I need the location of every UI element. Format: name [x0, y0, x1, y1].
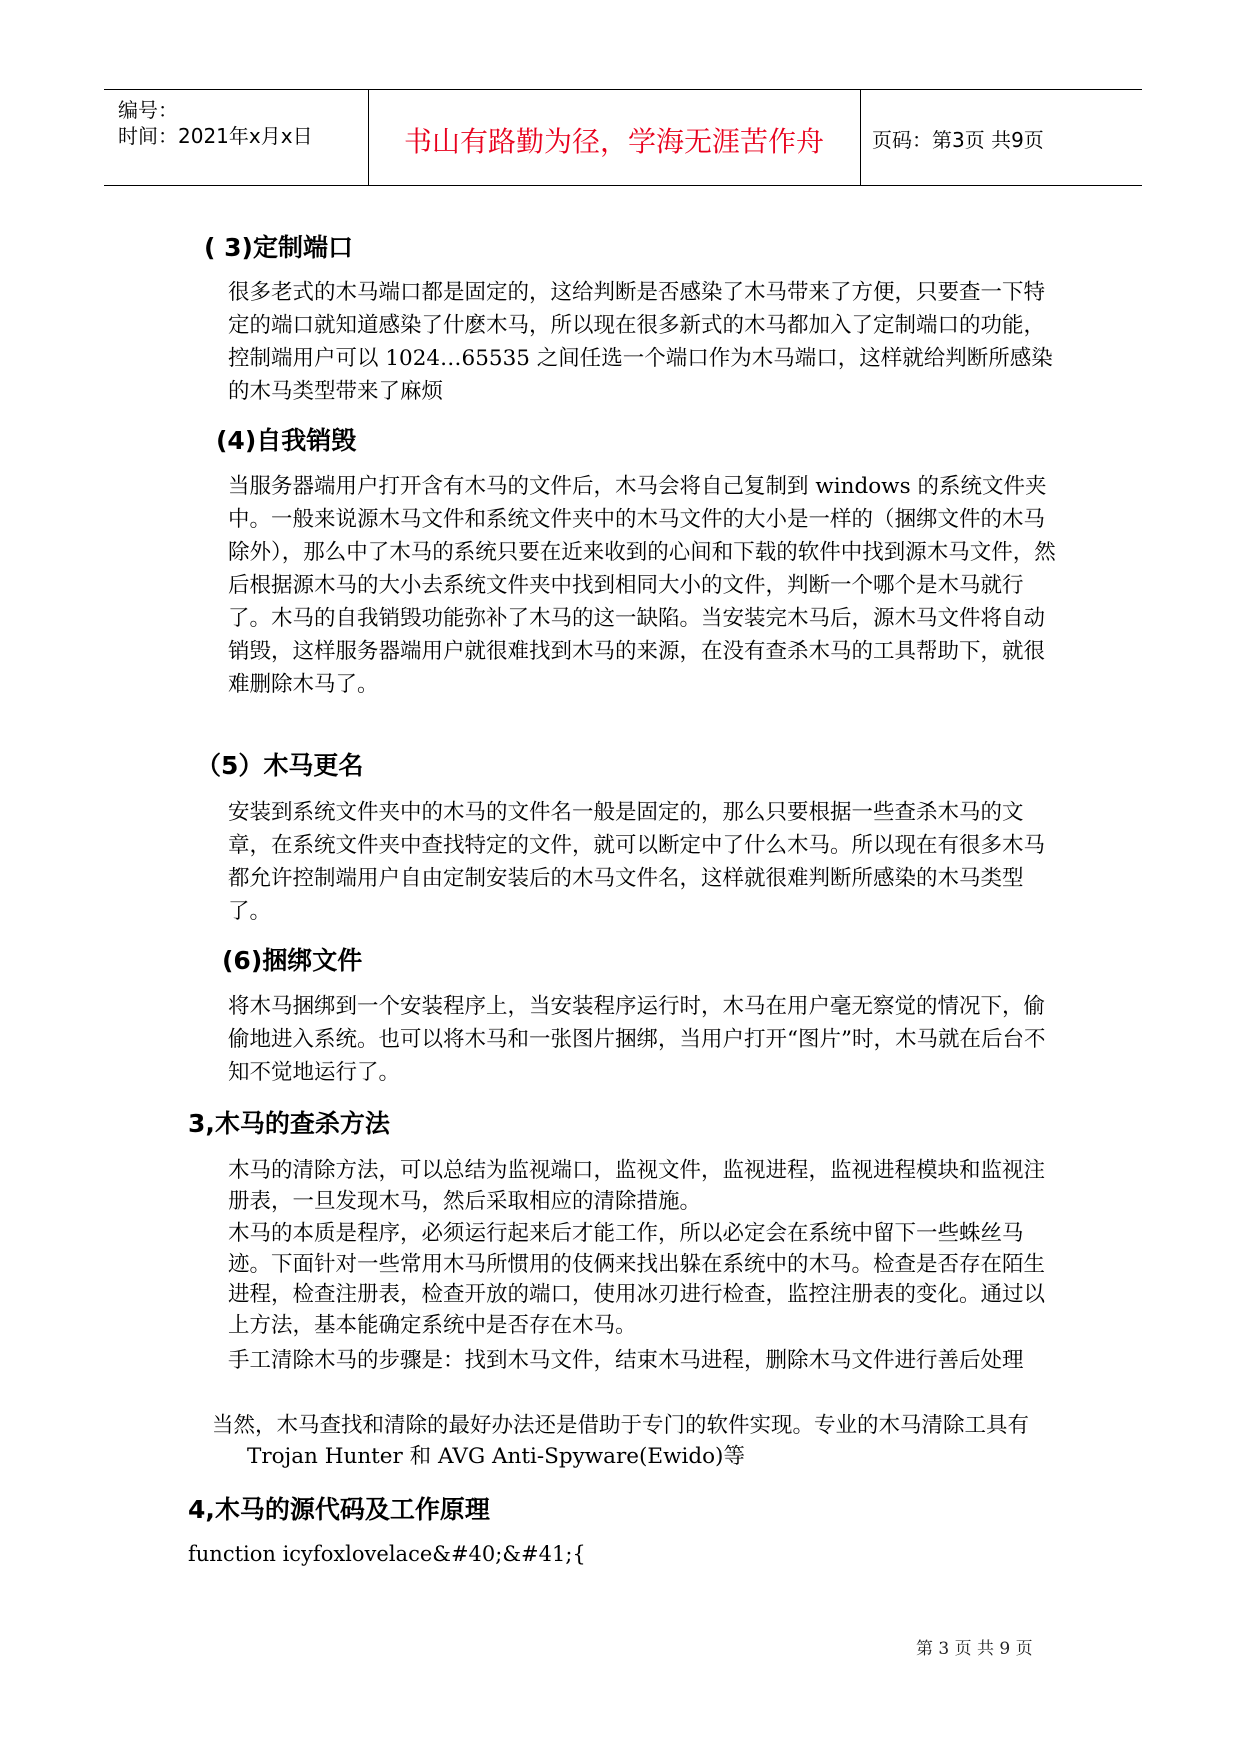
doc-number-label: 编号：	[118, 98, 178, 122]
paragraph-trojan-nature: 木马的本质是程序，必须运行起来后才能工作，所以必定会在系统中留下一些蛛丝马迹。下面针对一些常用木马所惯用的伎俩来找出躲在系统中的木马。检查是否存在陌生进程，检查注册表，检查开放的端口，使用冰刃进行检查，监控注册表的变化。通过以上方法，基本能确定系统中是否存在木马。	[228, 1221, 1046, 1338]
paragraph-self-destruct: 当服务器端用户打开含有木马的文件后，木马会将自己复制到 windows 的系统文件夹中。一般来说源木马文件和系统文件夹中的木马文件的大小是一样的（捆绑文件的木马除外），那么中了木马的系统只要在近来收到的心间和下载的软件中找到源木马文件，然后根据源木马的大小去系统文件夹中找到相同大小的文件，判断一个哪个是木马就行了。木马的自我销毁功能弥补了木马的这一缺陷。当安装完木马后，源木马文件将自动销毁，这样服务器端用户就很难找到木马的来源，在没有查杀木马的工具帮助下，就很难删除木马了。	[228, 474, 1056, 697]
paragraph-tools: 当然，木马查找和清除的最好办法还是借助于专门的软件实现。专业的木马清除工具有 Trojan Hunter 和 AVG Anti-Spyware(Ewido)等	[212, 1413, 1030, 1469]
paragraph-custom-port: 很多老式的木马端口都是固定的，这给判断是否感染了木马带来了方便，只要查一下特定的端口就知道感染了什麽木马，所以现在很多新式的木马都加入了定制端口的功能，控制端用户可以 1024…65535 之间任选一个端口作为木马端口，这样就给判断所感染的木马类型带来了麻烦	[228, 280, 1053, 404]
section-title-custom-port: ( 3)定制端口	[204, 233, 353, 262]
section-title-rename: （5）木马更名	[196, 751, 364, 780]
paragraph-bundle: 将木马捆绑到一个安装程序上，当安装程序运行时，木马在用户毫无察觉的情况下，偷偷地进入系统。也可以将木马和一张图片捆绑，当用户打开“图片”时，木马就在后台不知不觉地运行了。	[228, 994, 1046, 1085]
chapter-title-source-code: 4,木马的源代码及工作原理	[188, 1495, 490, 1524]
page-footer: 第 3 页 共 9 页	[916, 1639, 1033, 1659]
header-divider	[860, 90, 861, 185]
header-motto: 书山有路勤为径，学海无涯苦作舟	[403, 125, 824, 158]
paragraph-rename: 安装到系统文件夹中的木马的文件名一般是固定的，那么只要根据一些查杀木马的文章，在系统文件夹中查找特定的文件，就可以断定中了什么木马。所以现在有很多木马都允许控制端用户自由定制安装后的木马文件名，这样就很难判断所感染的木马类型了。	[228, 800, 1046, 924]
section-title-self-destruct: (4)自我销毁	[216, 426, 357, 455]
document-header	[104, 89, 1142, 186]
header-page-code: 页码：第3页 共9页	[872, 128, 1044, 152]
paragraph-removal-methods: 木马的清除方法，可以总结为监视端口，监视文件，监视进程，监视进程模块和监视注册表，一旦发现木马，然后采取相应的清除措施。	[228, 1158, 1046, 1214]
doc-time: 时间：2021年x月x日	[118, 124, 313, 148]
chapter-title-detection: 3,木马的查杀方法	[188, 1109, 390, 1138]
code-line: function icyfoxlovelace&#40;&#41;{	[188, 1542, 586, 1566]
paragraph-manual-removal: 手工清除木马的步骤是：找到木马文件，结束木马进程，删除木马文件进行善后处理	[228, 1348, 1024, 1373]
section-title-bundle: (6)捆绑文件	[222, 946, 363, 975]
